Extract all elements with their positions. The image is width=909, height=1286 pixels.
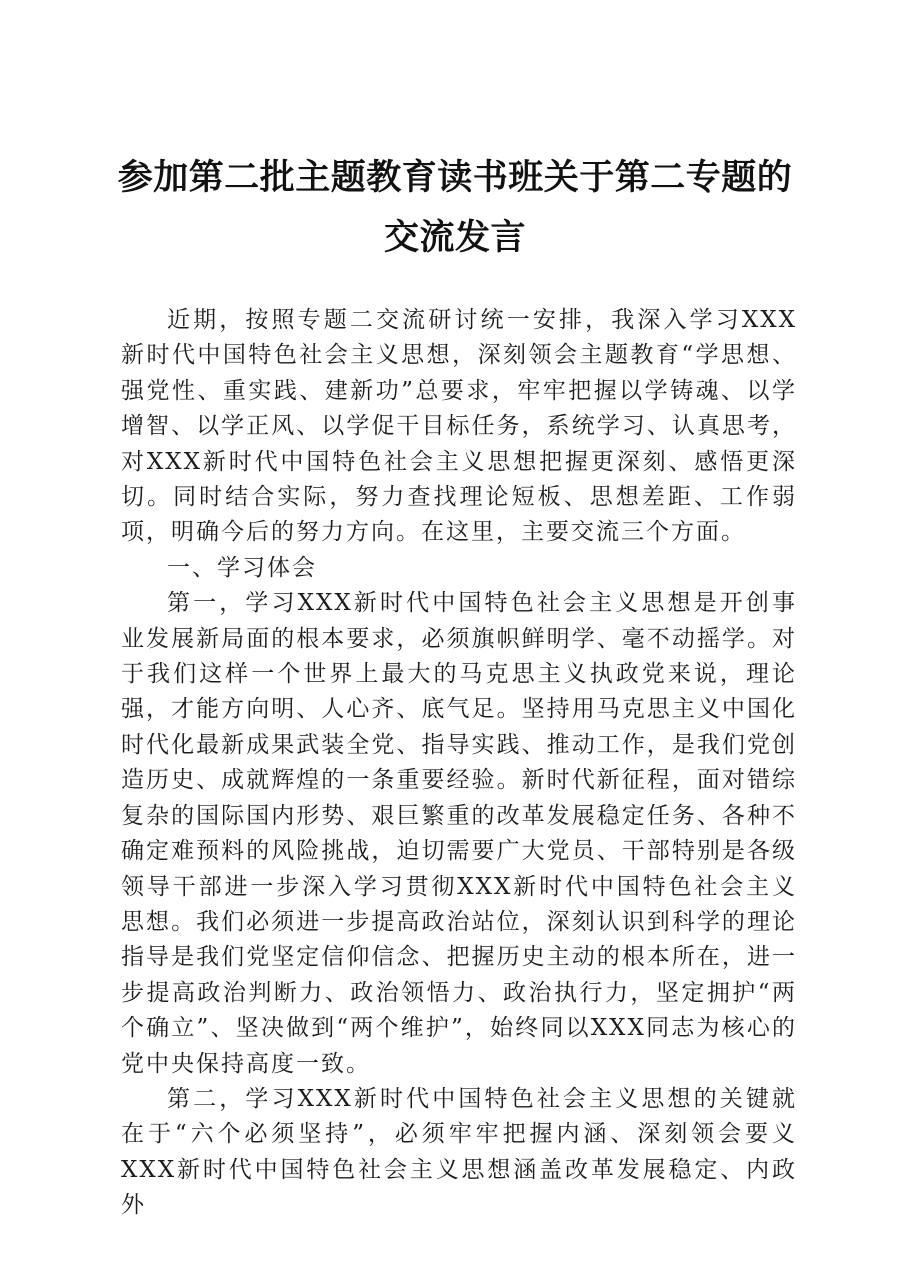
document-body xyxy=(121,303,797,1224)
paragraph-second-point: 第二，学习XXX新时代中国特色社会主义思想的关键就在于“六个必须坚持”，必须牢牢把握内涵、深刻领会要义XXX新时代中国特色社会主义思想涵盖改革发展稳定、内政外 xyxy=(121,1085,797,1219)
document-title: 参加第二批主题教育读书班关于第二专题的交流发言 xyxy=(117,157,793,258)
paragraph-first-point: 第一，学习XXX新时代中国特色社会主义思想是开创事业发展新局面的根本要求，必须旗帜鲜明学、毫不动摇学。对于我们这样一个世界上最大的马克思主义执政党来说，理论强，才能方向明、人心齐、底气足。坚持用马克思主义中国化时代化最新成果武装全党、指导实践、推动工作，是我们党创造历史、成就辉煌的一条重要经验。新时代新征程，面对错综复杂的国际国内形势、艰巨繁重的改革发展稳定任务、各种不确定难预料的风险挑战，迫切需要广大党员、干部特别是各级领导干部进一步深入学习贯彻XXX新时代中国特色社会主义思想。我们必须进一步提高政治站位，深刻认识到科学的理论指导是我们党坚定信仰信念、把握历史主动的根本所在，进一步提高政治判断力、政治领悟力、政治执行力，坚定拥护“两个确立”、坚决做到“两个维护”，始终同以XXX同志为核心的党中央保持高度一致。 xyxy=(121,590,797,1077)
section-heading-learning: 一、学习体会 xyxy=(167,554,317,581)
paragraph-intro: 近期，按照专题二交流研讨统一安排，我深入学习XXX新时代中国特色社会主义思想，深刻领会主题教育“学思想、强党性、重实践、建新功”总要求，牢牢把握以学铸魂、以学增智、以学正风、以学促干目标任务，系统学习、认真思考，对XXX新时代中国特色社会主义思想把握更深刻、感悟更深切。同时结合实际，努力查找理论短板、思想差距、工作弱项，明确今后的努力方向。在这里，主要交流三个方面。 xyxy=(121,307,797,546)
